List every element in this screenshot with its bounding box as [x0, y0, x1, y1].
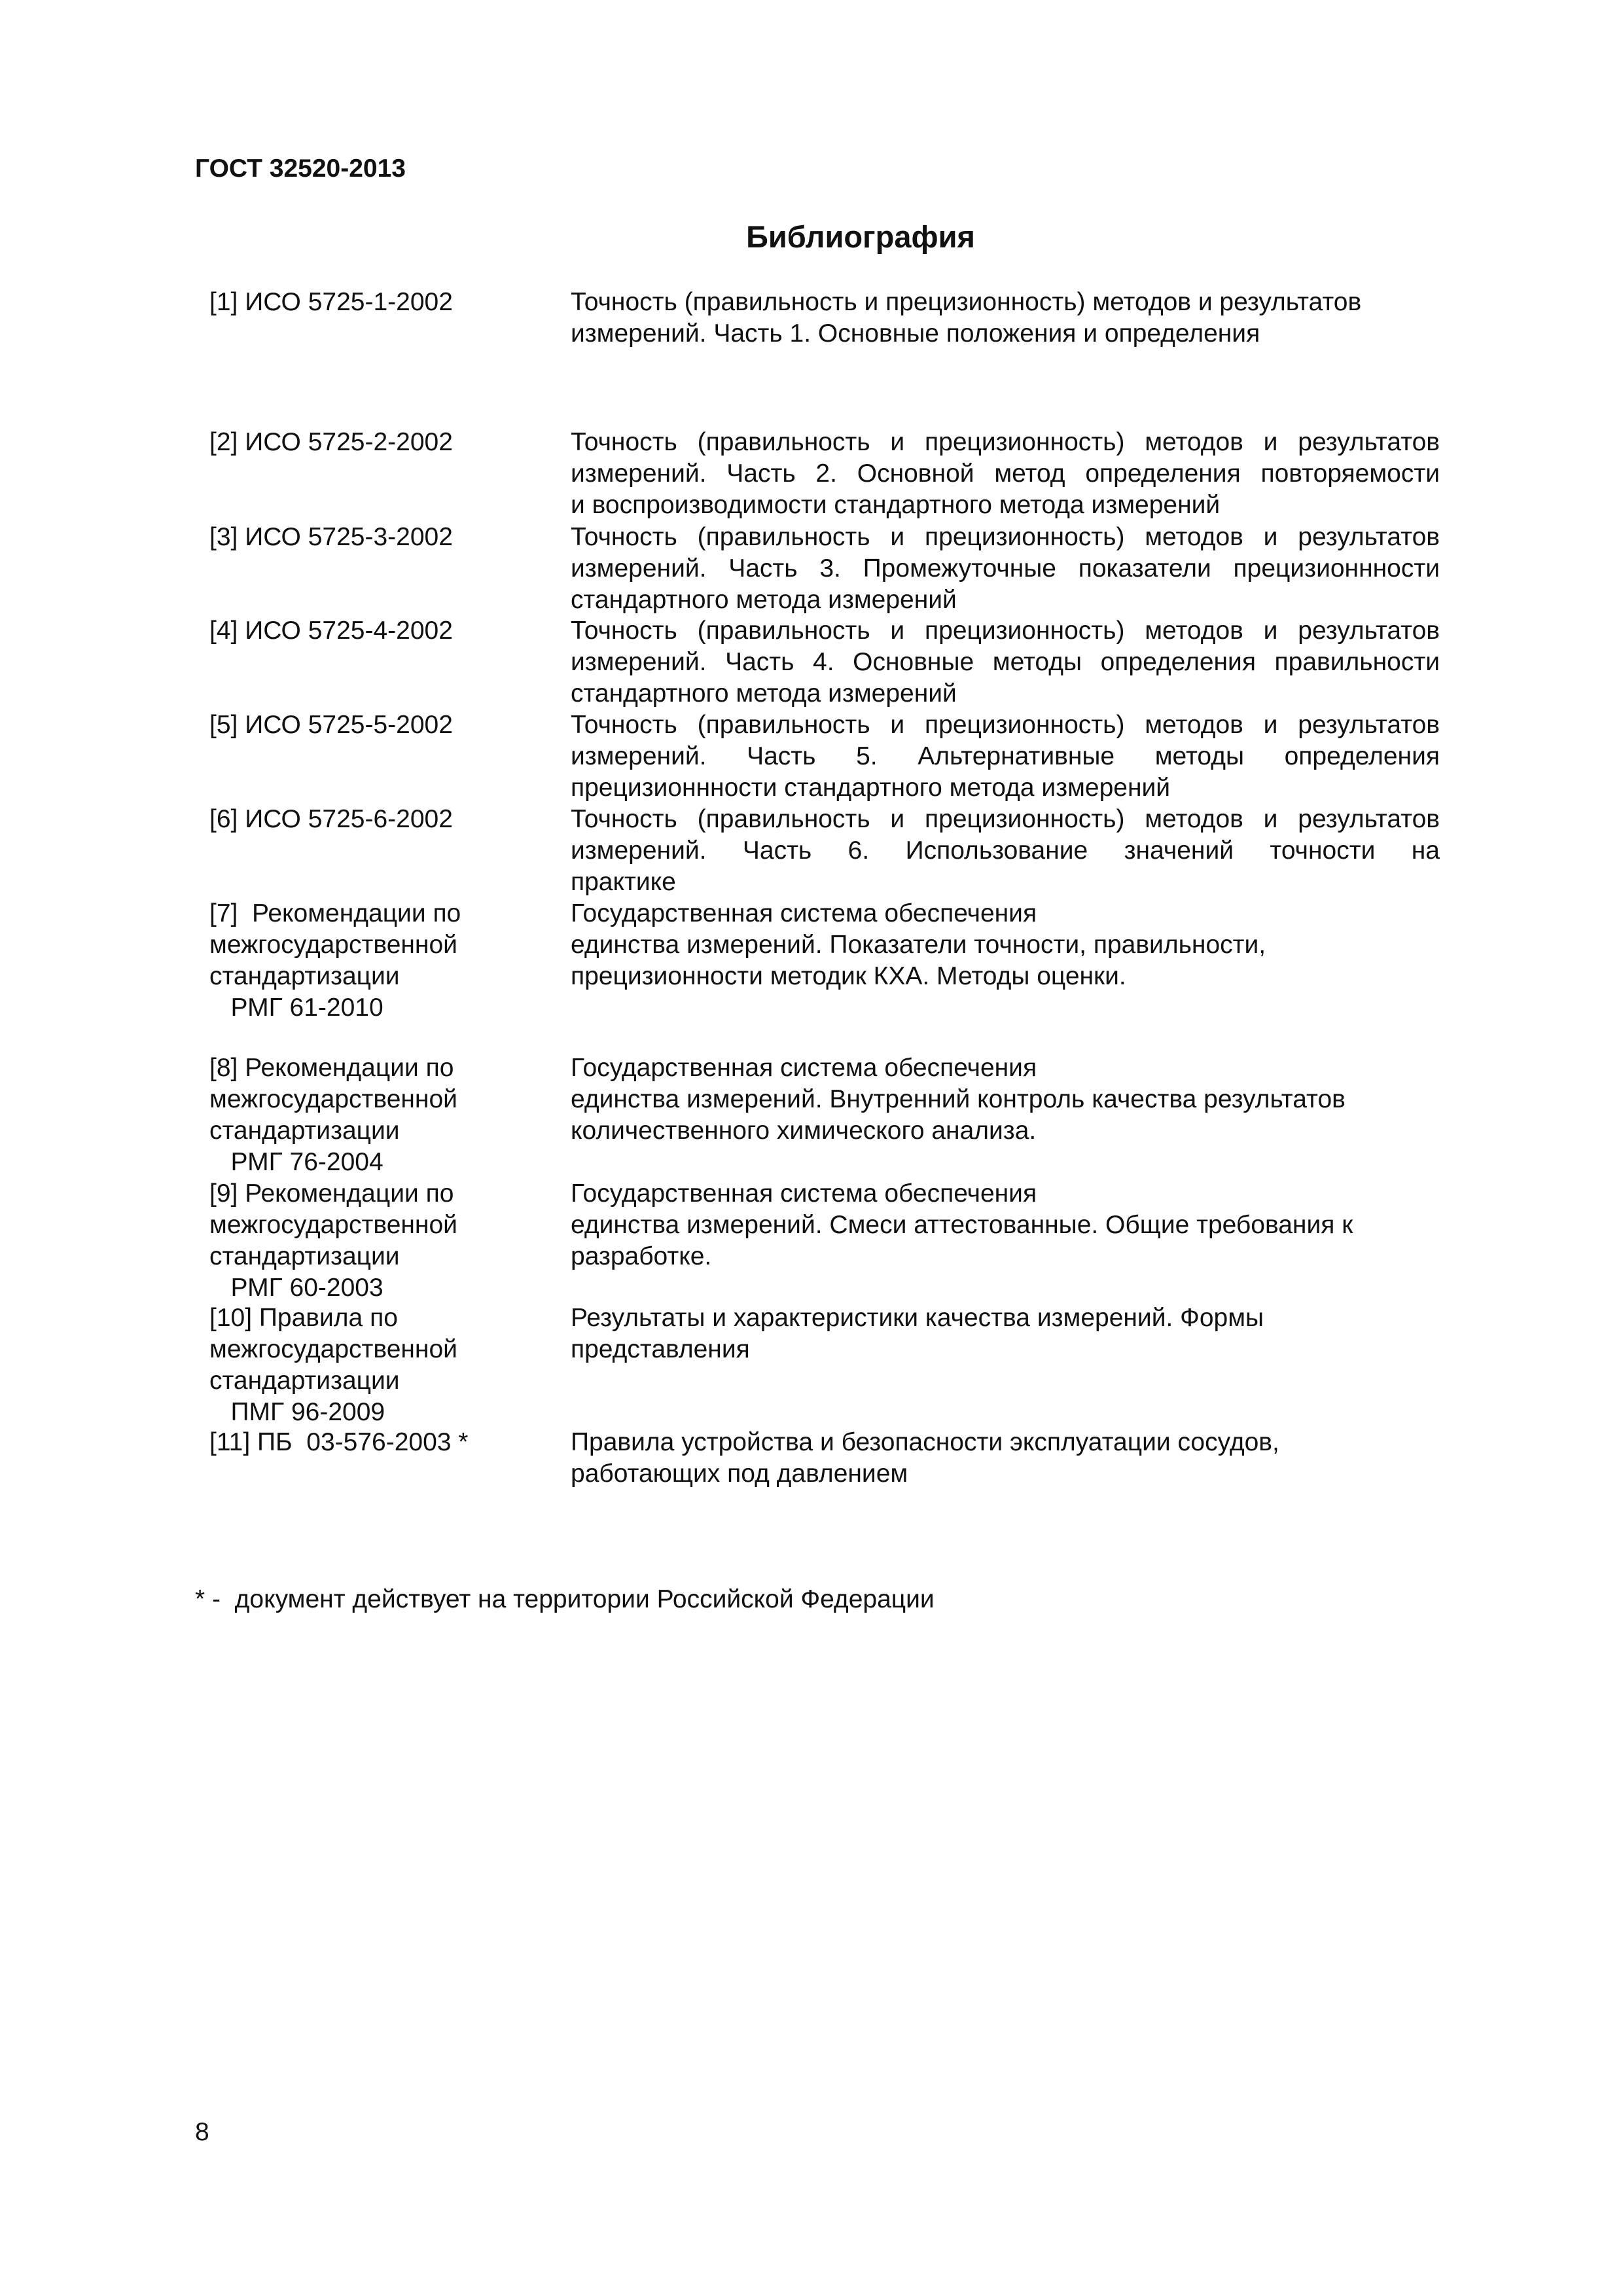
description-line: Точность (правильность и прецизионность) методов и результатов [571, 428, 1440, 456]
description-line: Государственная система обеспечения [571, 1054, 1037, 1082]
description-line: количественного химического анализа. [571, 1117, 1037, 1145]
entry-description [571, 804, 1440, 898]
reference-line: [10] Правила по [209, 1304, 398, 1332]
description-line: измерений. Часть 5. Альтернативные методы определения [571, 742, 1440, 770]
entry-reference [209, 1302, 550, 1428]
description-line: работающих под давлением [571, 1460, 908, 1488]
description-line: и воспроизводимости стандартного метода измерений [571, 491, 1221, 519]
entry-reference [209, 804, 550, 835]
description-line: единства измерений. Внутренний контроль качества результатов [571, 1085, 1346, 1113]
description-line: Точность (правильность и прецизионность) методов и результатов [571, 288, 1362, 316]
reference-line: РМГ 76-2004 [209, 1148, 383, 1176]
description-line: Правила устройства и безопасности эксплуатации сосудов, [571, 1428, 1279, 1456]
description-line: измерений. Часть 6. Использование значений точности на [571, 836, 1440, 865]
reference-line: стандартизации [209, 1367, 400, 1395]
reference-line: [7] Рекомендации по [209, 899, 461, 927]
description-line: представления [571, 1335, 750, 1363]
entry-description [571, 1178, 1440, 1272]
reference-line: межгосударственной [209, 1335, 457, 1363]
description-line: практике [571, 868, 676, 896]
entry-description [571, 1427, 1440, 1490]
description-line: прецизионнности стандартного метода измерений [571, 774, 1171, 802]
reference-line: [3] ИСО 5725-3-2002 [209, 523, 453, 551]
entry-description [571, 522, 1440, 616]
description-line: измерений. Часть 1. Основные положения и определения [571, 319, 1260, 348]
description-line: Государственная система обеспечения [571, 1179, 1037, 1208]
reference-line: межгосударственной [209, 931, 457, 959]
description-line: Государственная система обеспечения [571, 899, 1037, 927]
entry-description [571, 287, 1440, 350]
description-line: измерений. Часть 3. Промежуточные показатели прецизионнности [571, 554, 1440, 583]
reference-line: [2] ИСО 5725-2-2002 [209, 428, 453, 456]
entry-description [571, 615, 1440, 709]
entry-reference [209, 427, 550, 458]
entry-description [571, 1052, 1440, 1147]
entry-reference [209, 615, 550, 647]
entry-reference [209, 709, 550, 741]
reference-line: стандартизации [209, 1242, 400, 1270]
entry-reference [209, 898, 550, 1024]
reference-line: межгосударственной [209, 1211, 457, 1239]
entry-reference [209, 522, 550, 553]
reference-line: [11] ПБ 03-576-2003 * [209, 1428, 469, 1456]
description-line: прецизионности методик КХА. Методы оценки. [571, 962, 1126, 990]
reference-line: [6] ИСО 5725-6-2002 [209, 805, 453, 833]
description-line: Точность (правильность и прецизионность) методов и результатов [571, 523, 1440, 551]
footnote: * - документ действует на территории Российской Федерации [195, 1585, 935, 1613]
page-title: Библиография [746, 219, 975, 254]
description-line: измерений. Часть 4. Основные методы определения правильности [571, 648, 1440, 676]
entry-description [571, 1302, 1440, 1365]
reference-line: [9] Рекомендации по [209, 1179, 454, 1208]
entry-reference [209, 1052, 550, 1178]
reference-line: стандартизации [209, 1117, 400, 1145]
entry-reference [209, 287, 550, 318]
document-header: ГОСТ 32520-2013 [195, 154, 406, 183]
description-line: Результаты и характеристики качества измерений. Формы [571, 1304, 1264, 1332]
entry-description [571, 898, 1440, 992]
description-line: стандартного метода измерений [571, 586, 957, 614]
reference-line: ПМГ 96-2009 [209, 1398, 385, 1426]
description-line: единства измерений. Показатели точности, правильности, [571, 931, 1266, 959]
entry-description [571, 709, 1440, 804]
reference-line: [1] ИСО 5725-1-2002 [209, 288, 453, 316]
reference-line: РМГ 61-2010 [209, 994, 383, 1022]
description-line: Точность (правильность и прецизионность) методов и результатов [571, 711, 1440, 739]
reference-line: стандартизации [209, 962, 400, 990]
description-line: единства измерений. Смеси аттестованные. Общие требования к [571, 1211, 1353, 1239]
page-number: 8 [195, 2118, 209, 2146]
description-line: стандартного метода измерений [571, 679, 957, 708]
entry-description [571, 427, 1440, 521]
reference-line: межгосударственной [209, 1085, 457, 1113]
description-line: Точность (правильность и прецизионность) методов и результатов [571, 805, 1440, 833]
description-line: Точность (правильность и прецизионность) методов и результатов [571, 617, 1440, 645]
reference-line: [8] Рекомендации по [209, 1054, 454, 1082]
reference-line: РМГ 60-2003 [209, 1274, 383, 1302]
reference-line: [4] ИСО 5725-4-2002 [209, 617, 453, 645]
description-line: разработке. [571, 1242, 712, 1270]
description-line: измерений. Часть 2. Основной метод определения повторяемости [571, 459, 1440, 488]
entry-reference [209, 1427, 550, 1458]
entry-reference [209, 1178, 550, 1304]
reference-line: [5] ИСО 5725-5-2002 [209, 711, 453, 739]
